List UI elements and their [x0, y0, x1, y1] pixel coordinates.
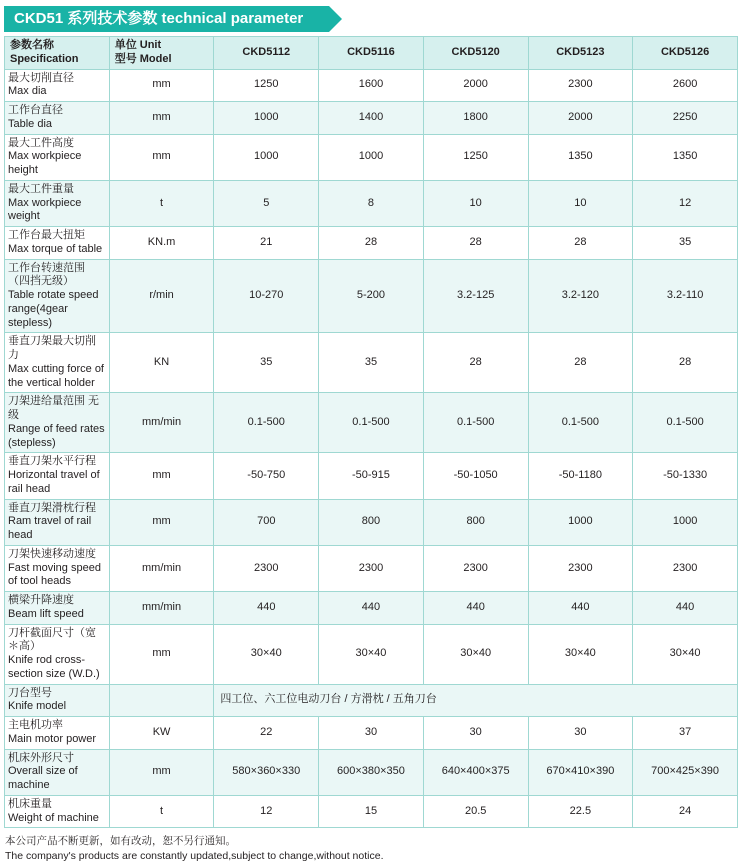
- row-value: 0.1-500: [633, 393, 738, 453]
- row-value: 1800: [423, 102, 528, 135]
- row-label-cn: 主电机功率: [8, 719, 63, 731]
- table-row: [5, 717, 738, 750]
- row-value: 1000: [319, 134, 424, 180]
- table-row: [5, 102, 738, 135]
- row-value: 1400: [319, 102, 424, 135]
- row-value: 10-270: [214, 259, 319, 333]
- row-label-en: Horizontal travel of rail head: [8, 469, 100, 495]
- row-value: 35: [214, 333, 319, 393]
- table-row: [5, 499, 738, 545]
- row-label: [5, 393, 110, 453]
- header-unit: [109, 37, 214, 70]
- row-label: [5, 592, 110, 625]
- table-row: [5, 545, 738, 591]
- row-value: 3.2-125: [423, 259, 528, 333]
- table-row: [5, 259, 738, 333]
- row-label-en: Table rotate speed range(4gear stepless): [8, 289, 99, 329]
- table-row: [5, 134, 738, 180]
- footer-notes: [5, 834, 742, 864]
- row-value: -50-750: [214, 453, 319, 499]
- table-head: [5, 37, 738, 70]
- row-value: 0.1-500: [319, 393, 424, 453]
- row-value: 2300: [214, 545, 319, 591]
- row-unit: mm: [109, 69, 214, 102]
- table-row: [5, 333, 738, 393]
- row-value: 30×40: [214, 624, 319, 684]
- row-value: 1000: [214, 134, 319, 180]
- row-label-en: Range of feed rates (stepless): [8, 422, 105, 449]
- row-label: [5, 684, 110, 717]
- row-value: 1000: [214, 102, 319, 135]
- row-label-cn: 工作台直径: [8, 104, 63, 116]
- row-label-cn: 工作台最大扭矩: [8, 229, 85, 241]
- spec-sheet-page: [0, 6, 742, 863]
- row-value: 28: [528, 227, 633, 260]
- title-bar: [4, 6, 742, 32]
- row-label: [5, 749, 110, 795]
- row-unit: KN.m: [109, 227, 214, 260]
- page-title: CKD51 系列技术参数 technical parameter: [4, 6, 329, 32]
- row-label-en: Max torque of table: [8, 242, 103, 255]
- row-label: [5, 717, 110, 750]
- row-value: -50-915: [319, 453, 424, 499]
- row-value: 670×410×390: [528, 749, 633, 795]
- row-label-cn: 刀杆截面尺寸（宽＊高）: [8, 626, 96, 653]
- row-value: 30×40: [633, 624, 738, 684]
- table-header-row: [5, 37, 738, 70]
- row-unit: mm: [109, 134, 214, 180]
- row-value: 1600: [319, 69, 424, 102]
- row-label-cn: 垂直刀架滑枕行程: [8, 501, 96, 514]
- row-value: 0.1-500: [423, 393, 528, 453]
- row-label-cn: 最大工件高度: [8, 136, 74, 149]
- row-label-cn: 刀架快速移动速度: [8, 547, 96, 560]
- header-unit-en: 型号 Model: [114, 52, 172, 65]
- row-value: 30: [528, 717, 633, 750]
- row-label-en: Knife rod cross-section size (W.D.): [8, 654, 100, 680]
- row-label-en: Max workpiece height: [8, 150, 82, 176]
- row-value: 10: [423, 180, 528, 226]
- row-label-cn: 刀台型号: [8, 686, 52, 699]
- table-row: [5, 749, 738, 795]
- row-label-en: Main motor power: [8, 732, 97, 745]
- row-unit: [109, 684, 214, 717]
- row-value: 2300: [633, 545, 738, 591]
- header-model-0: CKD5112: [214, 37, 319, 70]
- header-parameter: [5, 37, 110, 70]
- row-label: [5, 259, 110, 333]
- row-value: 440: [214, 592, 319, 625]
- row-value: 28: [423, 227, 528, 260]
- row-value: 2300: [528, 69, 633, 102]
- row-label-cn: 最大工件重量: [8, 182, 74, 195]
- row-unit: KN: [109, 333, 214, 393]
- row-value: 2300: [528, 545, 633, 591]
- row-value: 2300: [319, 545, 424, 591]
- row-value: 2600: [633, 69, 738, 102]
- row-unit: t: [109, 180, 214, 226]
- row-label: [5, 69, 110, 102]
- row-value: 3.2-110: [633, 259, 738, 333]
- row-value: 30×40: [528, 624, 633, 684]
- table-row: [5, 393, 738, 453]
- row-label-cn: 横梁升降速度: [8, 594, 74, 606]
- row-value: 28: [633, 333, 738, 393]
- row-label-en: Beam lift speed: [8, 607, 84, 620]
- row-value: 30: [319, 717, 424, 750]
- table-row-knife-model: [5, 684, 738, 717]
- row-value: 15: [319, 795, 424, 828]
- row-unit: mm: [109, 499, 214, 545]
- row-value: 28: [319, 227, 424, 260]
- row-value: 22.5: [528, 795, 633, 828]
- row-value: 30×40: [423, 624, 528, 684]
- table-row: [5, 624, 738, 684]
- row-label: [5, 624, 110, 684]
- row-value: 2300: [423, 545, 528, 591]
- table-row: [5, 180, 738, 226]
- row-value: 440: [528, 592, 633, 625]
- header-unit-cn: 单位 Unit: [114, 39, 162, 51]
- row-label-en: Knife model: [8, 700, 67, 713]
- row-value: -50-1050: [423, 453, 528, 499]
- row-value: 22: [214, 717, 319, 750]
- header-parameter-en: Specification: [10, 52, 79, 65]
- specification-table: [4, 36, 738, 828]
- row-value: 20.5: [423, 795, 528, 828]
- row-label-en: Table dia: [8, 117, 53, 130]
- row-value: 1350: [528, 134, 633, 180]
- row-unit: mm: [109, 624, 214, 684]
- row-unit: t: [109, 795, 214, 828]
- row-value: 2250: [633, 102, 738, 135]
- row-unit: mm: [109, 453, 214, 499]
- row-label-en: Weight of machine: [8, 811, 99, 824]
- row-label-cn: 机床外形尺寸: [8, 751, 74, 764]
- row-value: 30×40: [319, 624, 424, 684]
- header-model-4: CKD5126: [633, 37, 738, 70]
- row-value: 440: [423, 592, 528, 625]
- table-row: [5, 795, 738, 828]
- row-value: 700: [214, 499, 319, 545]
- row-unit: mm: [109, 102, 214, 135]
- row-label: [5, 545, 110, 591]
- row-label-cn: 机床重量: [8, 797, 52, 810]
- row-label: [5, 453, 110, 499]
- row-value: 28: [423, 333, 528, 393]
- row-value: 800: [319, 499, 424, 545]
- row-label-cn: 最大切削直径: [8, 71, 74, 84]
- header-parameter-cn: 参数名称: [10, 39, 54, 51]
- header-model-2: CKD5120: [423, 37, 528, 70]
- header-model-1: CKD5116: [319, 37, 424, 70]
- row-unit: mm/min: [109, 393, 214, 453]
- row-label: [5, 227, 110, 260]
- row-value: 10: [528, 180, 633, 226]
- row-value: 12: [633, 180, 738, 226]
- footer-note-en: The company's products are constantly updated,subject to change,without notice.: [5, 850, 384, 863]
- row-value: 8: [319, 180, 424, 226]
- row-value: 35: [319, 333, 424, 393]
- row-value: 1250: [214, 69, 319, 102]
- row-unit: mm/min: [109, 545, 214, 591]
- row-value: -50-1180: [528, 453, 633, 499]
- row-value: 440: [633, 592, 738, 625]
- row-value: 0.1-500: [214, 393, 319, 453]
- header-model-3: CKD5123: [528, 37, 633, 70]
- row-value: 700×425×390: [633, 749, 738, 795]
- table-row: [5, 227, 738, 260]
- row-value: 1000: [633, 499, 738, 545]
- row-value-merged: 四工位、六工位电动刀台 / 方滑枕 / 五角刀台: [214, 684, 738, 717]
- row-label-en: Ram travel of rail head: [8, 515, 92, 541]
- row-value: -50-1330: [633, 453, 738, 499]
- row-label: [5, 180, 110, 226]
- row-label: [5, 134, 110, 180]
- row-value: 28: [528, 333, 633, 393]
- table-row: [5, 453, 738, 499]
- row-value: 37: [633, 717, 738, 750]
- row-value: 640×400×375: [423, 749, 528, 795]
- row-unit: mm/min: [109, 592, 214, 625]
- row-value: 30: [423, 717, 528, 750]
- row-label-cn: 垂直刀架最大切削力: [8, 335, 96, 361]
- row-label: [5, 333, 110, 393]
- footer-note-cn: 本公司产品不断更新，如有改动，恕不另行通知。: [5, 835, 236, 848]
- row-label: [5, 499, 110, 545]
- row-value: 1350: [633, 134, 738, 180]
- table-body: [5, 69, 738, 828]
- row-label-en: Overall size of machine: [8, 765, 78, 791]
- row-value: 2000: [528, 102, 633, 135]
- row-value: 0.1-500: [528, 393, 633, 453]
- table-row: [5, 69, 738, 102]
- row-unit: mm: [109, 749, 214, 795]
- row-value: 5: [214, 180, 319, 226]
- row-value: 800: [423, 499, 528, 545]
- row-value: 21: [214, 227, 319, 260]
- row-label: [5, 102, 110, 135]
- row-value: 12: [214, 795, 319, 828]
- row-label-cn: 刀架进给量范围 无级: [8, 395, 100, 421]
- row-value: 2000: [423, 69, 528, 102]
- row-value: 440: [319, 592, 424, 625]
- row-label-cn: 垂直刀架水平行程: [8, 455, 96, 468]
- row-unit: KW: [109, 717, 214, 750]
- row-label: [5, 795, 110, 828]
- row-value: 24: [633, 795, 738, 828]
- row-label-en: Max dia: [8, 85, 47, 98]
- row-value: 600×380×350: [319, 749, 424, 795]
- row-label-en: Fast moving speed of tool heads: [8, 561, 101, 588]
- row-value: 35: [633, 227, 738, 260]
- row-value: 5-200: [319, 259, 424, 333]
- row-label-en: Max cutting force of the vertical holder: [8, 362, 104, 389]
- row-label-en: Max workpiece weight: [8, 196, 82, 223]
- row-value: 1000: [528, 499, 633, 545]
- row-value: 3.2-120: [528, 259, 633, 333]
- row-label-cn: 工作台转速范围（四挡无级）: [8, 261, 85, 288]
- row-unit: r/min: [109, 259, 214, 333]
- row-value: 1250: [423, 134, 528, 180]
- table-row: [5, 592, 738, 625]
- row-value: 580×360×330: [214, 749, 319, 795]
